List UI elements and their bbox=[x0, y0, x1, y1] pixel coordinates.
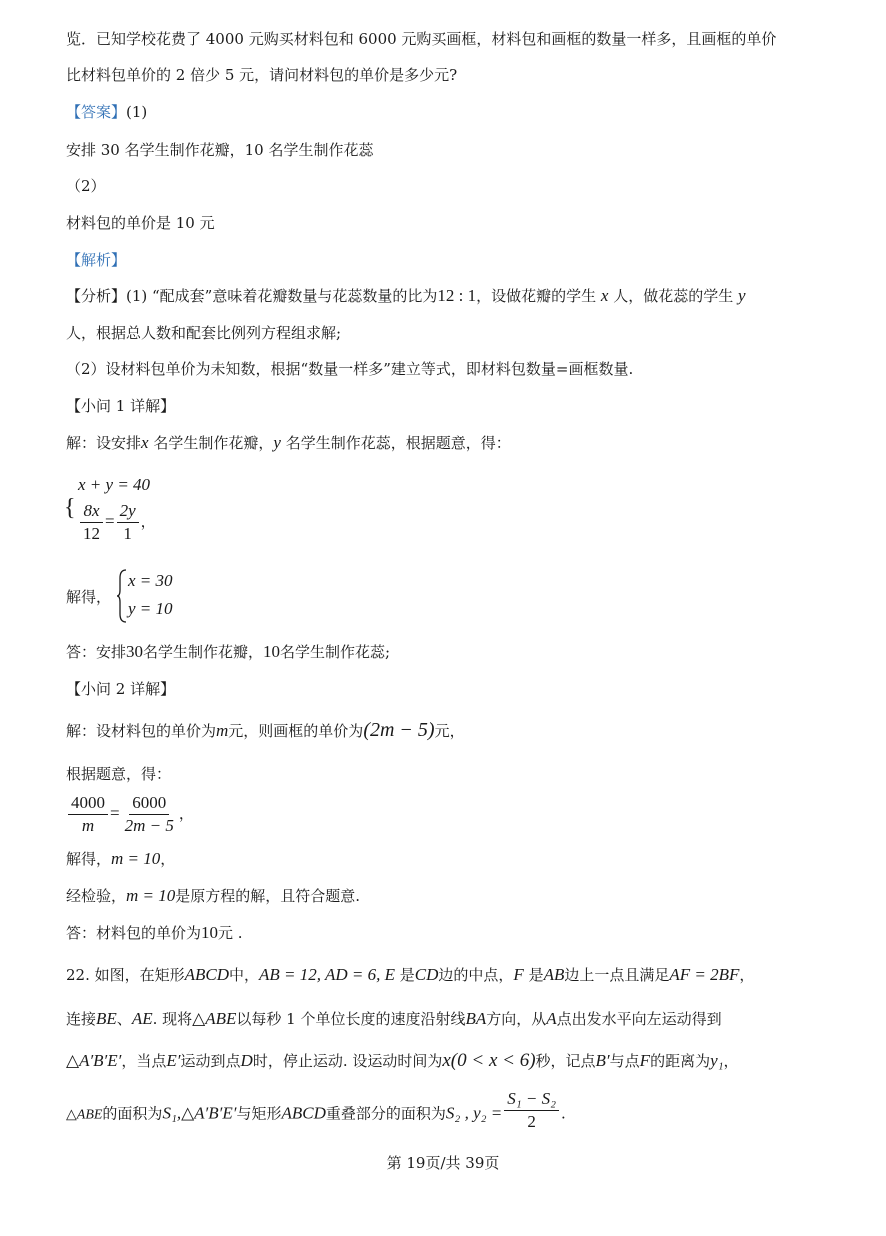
gen-label: 根据题意，得： bbox=[66, 765, 172, 783]
ans1-num: 30 bbox=[126, 642, 144, 661]
comma: ， bbox=[140, 512, 156, 531]
math-x-range: x(0 < x < 6) bbox=[442, 1050, 536, 1071]
price-expression: (2m − 5) bbox=[363, 719, 435, 741]
ratio: 12 : 1 bbox=[437, 286, 477, 305]
math-e-prime: E′ bbox=[166, 1051, 181, 1070]
frac-denominator: 2m − 5 bbox=[124, 816, 174, 835]
math-d: D bbox=[240, 1051, 253, 1070]
sub-question-1-tag: 【小问 1 详解】 bbox=[66, 397, 176, 415]
p22-text: 与点 bbox=[609, 1052, 640, 1070]
math-be: BE bbox=[96, 1009, 117, 1028]
analysis-line-1 bbox=[66, 285, 746, 307]
p22-text: 时，停止运动. 设运动时间为 bbox=[252, 1052, 443, 1070]
p22-text: 点出发水平向左运动得到 bbox=[556, 1010, 722, 1028]
solution-1-intro bbox=[66, 432, 511, 454]
math-abcd: ABCD bbox=[184, 965, 230, 984]
sol1-text-a: 解：设安排 bbox=[66, 434, 142, 452]
comma: ， bbox=[178, 804, 194, 823]
answer-line bbox=[66, 101, 147, 123]
var-m: m bbox=[216, 721, 229, 740]
sol1-text-b: 名学生制作花瓣， bbox=[153, 434, 274, 452]
math-triangle-prime: △A′B′E′ bbox=[66, 1051, 122, 1070]
math-y1: y₁ bbox=[710, 1051, 724, 1070]
analysis-line-2: 人，根据总人数和配套比例列方程组求解; bbox=[66, 324, 342, 342]
p22-text: 22. 如图，在矩形 bbox=[66, 966, 185, 984]
p22-text: ， bbox=[723, 1052, 739, 1070]
ans1-text-b: 名学生制作花瓣， bbox=[143, 643, 264, 661]
ans2-value: 10 bbox=[201, 923, 219, 942]
comma: ， bbox=[160, 850, 176, 868]
m-value: m = 10 bbox=[126, 886, 176, 905]
p22-text: 连接 bbox=[66, 1010, 97, 1028]
check-text-a: 经检验， bbox=[66, 887, 127, 905]
math-f: F bbox=[639, 1051, 651, 1070]
frac-denominator: 12 bbox=[83, 524, 100, 543]
page-footer: 第 19页/共 39页 bbox=[386, 1154, 500, 1172]
problem-22-line-2 bbox=[66, 1008, 722, 1030]
sol2-text-c: 元， bbox=[434, 722, 465, 740]
p22-text: 与矩形 bbox=[236, 1104, 282, 1123]
problem-text-line-2: 比材料包单价的 2 倍少 5 元，请问材料包的单价是多少元? bbox=[66, 66, 458, 84]
sol1-text-c: 名学生制作花蕊，根据题意，得： bbox=[285, 434, 511, 452]
p22-text: 的面积为 bbox=[102, 1104, 163, 1123]
math-af: AF = 2BF bbox=[669, 965, 740, 984]
math-triangle: △ABE bbox=[192, 1009, 237, 1028]
frac-denominator: 2 bbox=[527, 1112, 536, 1131]
p22-text: 是 bbox=[528, 966, 544, 984]
analysis-tag: 【解析】 bbox=[66, 251, 127, 269]
p22-text: 重叠部分的面积为 bbox=[325, 1104, 446, 1123]
p22-text: ， bbox=[739, 966, 755, 984]
answer-tag: 【答案】 bbox=[66, 103, 127, 121]
math-triangle: △ABE bbox=[66, 1107, 103, 1123]
answer-sentence-2 bbox=[66, 922, 243, 944]
analysis-text-b: ，设做花瓣的学生 bbox=[476, 287, 597, 305]
frac-numerator: S₁ − S₂ bbox=[504, 1088, 559, 1111]
solution-x: x = 30 bbox=[128, 571, 173, 590]
math-ba: BA bbox=[465, 1009, 487, 1028]
frac-numerator: 2y bbox=[117, 500, 139, 523]
frac-denominator: m bbox=[81, 816, 95, 835]
answer-num-1: (1) bbox=[126, 103, 148, 121]
equals-sign: = bbox=[105, 511, 115, 531]
jie2-text: 解得， bbox=[66, 850, 112, 868]
math-abcd: ABCD bbox=[281, 1103, 326, 1123]
equals-sign: = bbox=[110, 803, 120, 823]
analysis-line-3: （2）设材料包单价为未知数，根据“数量一样多”建立等式，即材料包数量=画框数量. bbox=[66, 360, 634, 378]
math-s1: S₁,△A′B′E′ bbox=[162, 1103, 237, 1123]
equation-sum: x + y = 40 bbox=[78, 475, 151, 494]
answer-num-2: （2） bbox=[66, 177, 106, 195]
var-y: y bbox=[273, 433, 281, 452]
ans1-text-c: 名学生制作花蕊; bbox=[280, 643, 391, 661]
p22-text: 方向，从 bbox=[486, 1010, 547, 1028]
problem-text-line-1: 览．已知学校花费了 4000 元购买材料包和 6000 元购买画框，材料包和画框的数量一样多，且画框的单价 bbox=[66, 30, 777, 48]
p22-text: 中， bbox=[229, 966, 260, 984]
problem-22-line-1 bbox=[66, 964, 754, 986]
p22-text: 是 bbox=[399, 966, 415, 984]
brace-open: { bbox=[64, 495, 76, 521]
analysis-text-c: 人，做花蕊的学生 bbox=[613, 287, 734, 305]
check-text-b: 是原方程的解，且符合题意. bbox=[175, 887, 361, 905]
var-x: x bbox=[600, 286, 609, 305]
math-f: F bbox=[513, 965, 524, 984]
ans2-text-a: 答：材料包的单价为 bbox=[66, 924, 202, 942]
math-a: A bbox=[546, 1009, 557, 1028]
answer-sentence-1 bbox=[66, 641, 390, 663]
answer-1: 安排 30 名学生制作花瓣，10 名学生制作花蕊 bbox=[66, 141, 374, 159]
ans1-text-a: 答：安排 bbox=[66, 643, 127, 661]
math-conditions: AB = 12, AD = 6, E bbox=[259, 965, 395, 984]
p22-text: . 现将 bbox=[152, 1010, 193, 1028]
sub-question-2-tag: 【小问 2 详解】 bbox=[66, 680, 176, 698]
frac-numerator: 4000 bbox=[68, 792, 108, 815]
p22-text: 秒，记点 bbox=[535, 1052, 596, 1070]
p22-text: ，当点 bbox=[121, 1052, 167, 1070]
sol2-text-a: 解：设材料包的单价为 bbox=[66, 722, 217, 740]
solve-m bbox=[66, 848, 175, 870]
frac-denominator: 1 bbox=[123, 524, 132, 543]
math-s2-y2: S₂ , y₂ = bbox=[445, 1103, 503, 1123]
ans2-text-b: 元 . bbox=[218, 924, 243, 942]
p22-text: 、 bbox=[116, 1010, 132, 1028]
math-cd: CD bbox=[414, 965, 439, 984]
var-x: x bbox=[141, 433, 149, 452]
p22-text: 运动到点 bbox=[180, 1052, 241, 1070]
frac-numerator: 6000 bbox=[129, 792, 169, 815]
analysis-text-a: 【分析】(1) “配成套”意味着花瓣数量与花蕊数量的比为 bbox=[66, 287, 438, 305]
solution-2-intro bbox=[66, 719, 465, 742]
var-y: y bbox=[738, 286, 746, 305]
frac-numerator: 8x bbox=[80, 500, 102, 523]
equation-ratio bbox=[78, 500, 156, 545]
m-value: m = 10 bbox=[111, 849, 161, 868]
solve-label: 解得， bbox=[66, 588, 112, 606]
solution-y: y = 10 bbox=[128, 599, 173, 618]
p22-text: 以每秒 1 个单位长度的速度沿射线 bbox=[236, 1010, 466, 1028]
p22-text: 边的中点， bbox=[438, 966, 514, 984]
period: . bbox=[561, 1104, 566, 1123]
p22-text: 的距离为 bbox=[650, 1052, 711, 1070]
brace-icon bbox=[116, 568, 128, 624]
ans1-num: 10 bbox=[263, 642, 281, 661]
problem-22-line-3 bbox=[66, 1050, 739, 1072]
math-b-prime: B′ bbox=[595, 1051, 610, 1070]
math-ab: AB bbox=[543, 965, 565, 984]
equation-price bbox=[66, 792, 194, 837]
check-line bbox=[66, 885, 360, 907]
sol2-text-b: 元，则画框的单价为 bbox=[228, 722, 364, 740]
p22-text: 边上一点且满足 bbox=[564, 966, 670, 984]
math-ae: AE bbox=[131, 1009, 153, 1028]
answer-2: 材料包的单价是 10 元 bbox=[66, 214, 215, 232]
problem-22-line-4 bbox=[66, 1089, 566, 1133]
